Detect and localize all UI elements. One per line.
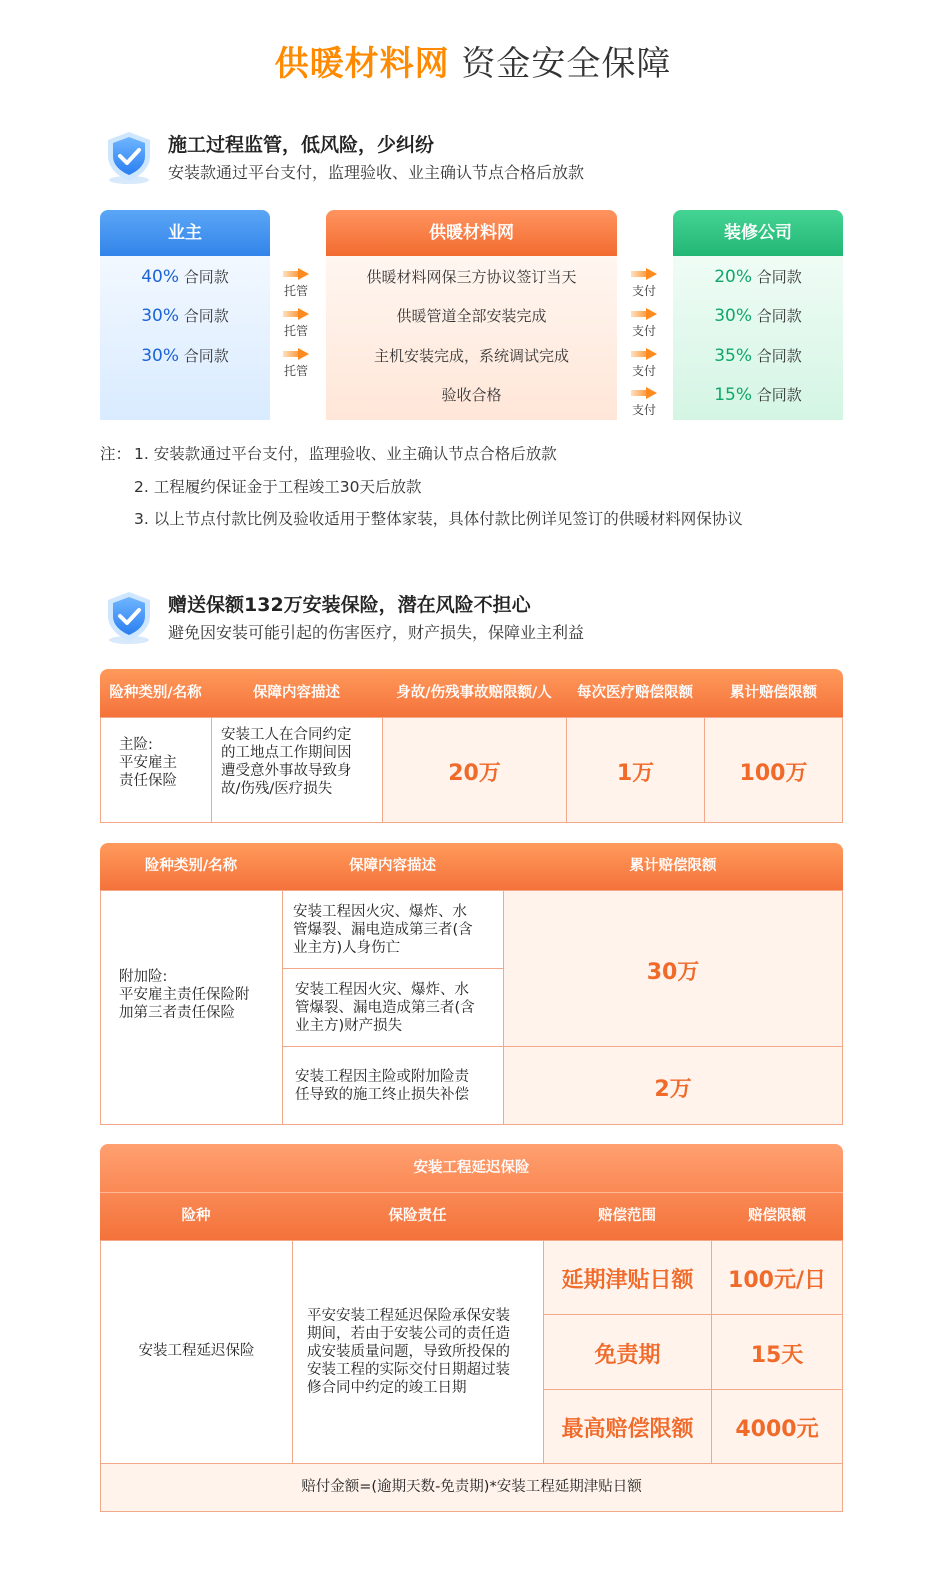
company-column-title: 装修公司 (673, 210, 843, 256)
table-header: 安装工程延迟保险 险种 保险责任 赔偿范围 赔偿限额 (100, 1144, 843, 1240)
platform-row: 主机安装完成，系统调试完成 (373, 347, 569, 365)
coverage-desc-cell: 安装工程因火灾、爆炸、水 管爆裂、漏电造成第三者(含 业主方)财产损失 (282, 968, 504, 1047)
note-item: 1. 安装款通过平台支付，监理验收、业主确认节点合格后放款 (134, 445, 557, 463)
coverage-desc-cell: 平安安装工程延迟保险承保安装 期间，若由于安装公司的责任造 成安装质量问题，导致所投保的 安装工程的实际交付日期超过装 修合同中约定的竣工日期 (292, 1240, 544, 1464)
title-rest: 资金安全保障 (449, 44, 672, 84)
total-limit-cell: 2万 (503, 1046, 843, 1125)
pay-arrow: 支付 (624, 308, 664, 339)
arrow-right-icon (283, 308, 309, 320)
note-item: 2. 工程履约保证金于工程竣工30天后放款 (134, 478, 422, 496)
scope-cell: 免责期 (543, 1314, 712, 1390)
total-limit-cell: 100万 (704, 717, 843, 823)
additional-insurance-table (100, 843, 843, 1125)
escrow-arrow: 托管 (276, 268, 316, 299)
delay-insurance-table (100, 1144, 843, 1512)
owner-row: 30% 合同款 (141, 346, 229, 366)
coverage-desc-cell: 安装工人在合同约定 的工地点工作期间因 遭受意外事故导致身 故/伤残/医疗损失 (211, 717, 383, 823)
death-disability-limit-cell: 20万 (382, 717, 567, 823)
arrow-right-icon (631, 348, 657, 360)
owner-row: 30% 合同款 (141, 306, 229, 326)
platform-row: 验收合格 (441, 386, 502, 404)
section-header-supervision (100, 128, 860, 190)
company-row: 30% 合同款 (714, 306, 802, 326)
note-item: 3. 以上节点付款比例及验收适用于整体家装，具体付款比例详见签订的供暖材料网保协议 (134, 510, 743, 528)
page-title (0, 36, 946, 85)
insurance-name-cell: 安装工程延迟保险 (100, 1240, 293, 1464)
section-subheading: 安装款通过平台支付，监理验收、业主确认节点合格后放款 (168, 163, 585, 182)
platform-column (326, 210, 617, 420)
escrow-arrow: 托管 (276, 308, 316, 339)
company-row: 35% 合同款 (714, 346, 802, 366)
limit-cell: 100元/日 (711, 1240, 843, 1315)
table-header: 险种类别/名称 保障内容描述 身故/伤残事故赔限额/人 每次医疗赔偿限额 累计赔偿限额 (100, 669, 843, 717)
scope-cell: 最高赔偿限额 (543, 1389, 712, 1464)
brand-name: 供暖材料网 (274, 44, 450, 84)
section-heading: 施工过程监管，低风险，少纠纷 (168, 134, 435, 156)
insurance-name-cell: 主险: 平安雇主 责任保险 (100, 717, 212, 823)
limit-cell: 4000元 (711, 1389, 843, 1464)
section-header-insurance (100, 588, 860, 650)
notes-prefix: 注： (100, 445, 132, 463)
owner-row: 40% 合同款 (141, 267, 229, 287)
platform-column-title: 供暖材料网 (326, 210, 617, 256)
pay-arrow: 支付 (624, 268, 664, 299)
company-row: 20% 合同款 (714, 267, 802, 287)
arrow-right-icon (283, 268, 309, 280)
shield-check-icon (100, 128, 158, 186)
pay-arrow: 支付 (624, 348, 664, 379)
shield-check-icon (100, 588, 158, 646)
section-subheading: 避免因安装可能引起的伤害医疗，财产损失，保障业主利益 (168, 623, 585, 642)
pay-arrow: 支付 (624, 387, 664, 418)
escrow-arrow: 托管 (276, 348, 316, 379)
coverage-desc-cell: 安装工程因火灾、爆炸、水 管爆裂、漏电造成第三者(含 业主方)人身伤亡 (282, 890, 504, 969)
company-row: 15% 合同款 (714, 385, 802, 405)
section-heading: 赠送保额132万安装保险，潜在风险不担心 (168, 594, 531, 616)
arrow-right-icon (631, 308, 657, 320)
main-insurance-table (100, 669, 843, 823)
owner-column-title: 业主 (100, 210, 270, 256)
total-limit-cell: 30万 (503, 890, 843, 1047)
arrow-right-icon (631, 268, 657, 280)
coverage-desc-cell: 安装工程因主险或附加险责 任导致的施工终止损失补偿 (282, 1046, 504, 1125)
company-column (673, 210, 843, 420)
limit-cell: 15天 (711, 1314, 843, 1390)
arrow-right-icon (283, 348, 309, 360)
platform-row: 供暖材料网保三方协议签订当天 (366, 268, 577, 286)
arrow-right-icon (631, 387, 657, 399)
owner-column (100, 210, 270, 420)
table-caption: 安装工程延迟保险 (413, 1160, 530, 1176)
formula-row: 赔付金额=(逾期天数-免责期)*安装工程延期津贴日额 (100, 1463, 843, 1512)
scope-cell: 延期津贴日额 (543, 1240, 712, 1315)
table-header: 险种类别/名称 保障内容描述 累计赔偿限额 (100, 843, 843, 890)
medical-limit-cell: 1万 (566, 717, 705, 823)
insurance-name-cell: 附加险: 平安雇主责任保险附 加第三者责任保险 (100, 890, 283, 1125)
platform-row: 供暖管道全部安装完成 (396, 307, 547, 325)
